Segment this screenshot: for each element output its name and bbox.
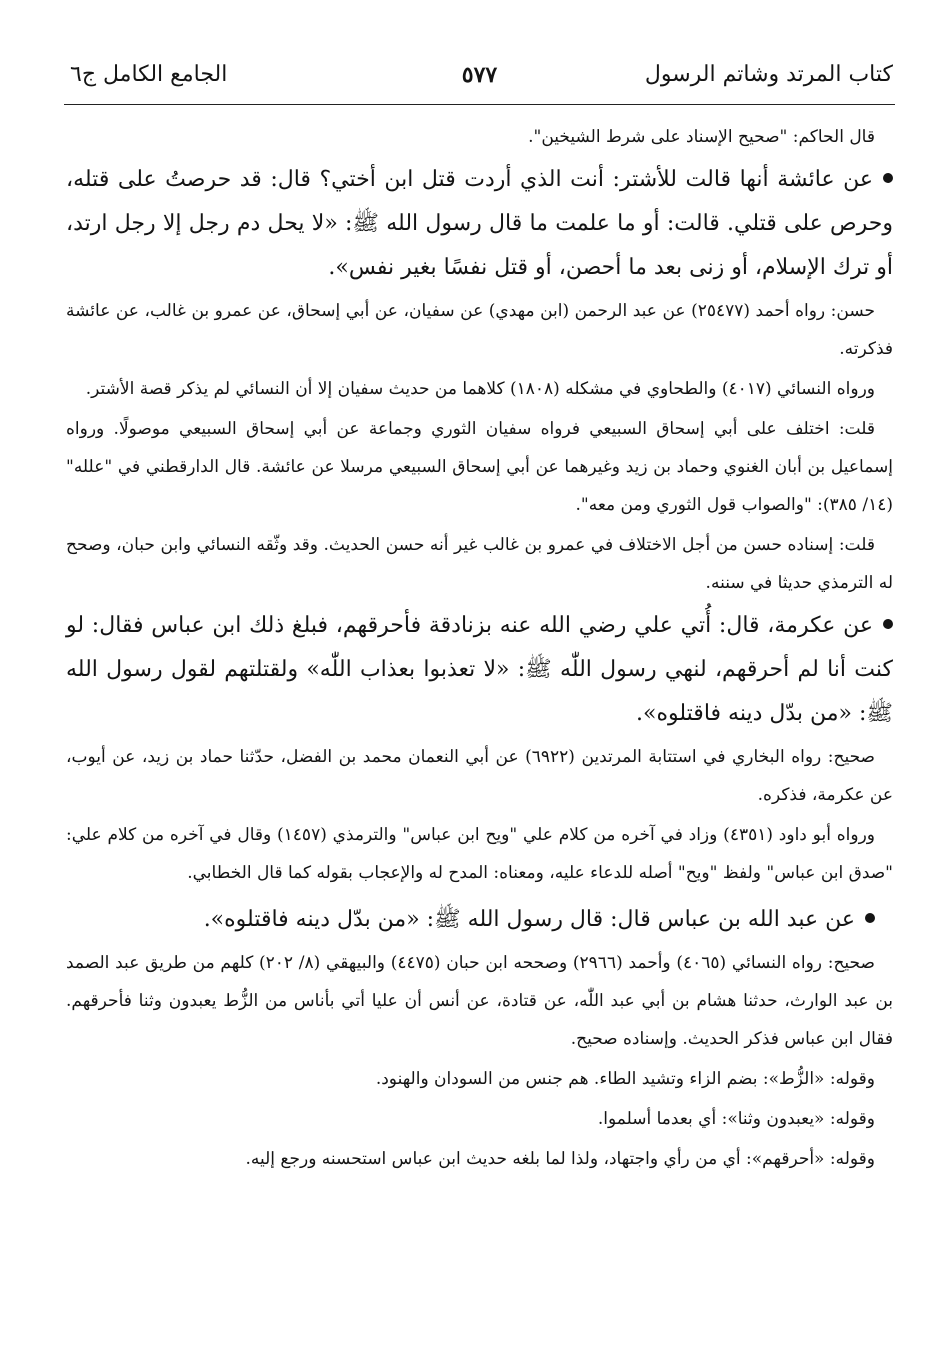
paragraph-text: قلت: إسناده حسن من أجل الاختلاف في عمرو بن غالب غير أنه حسن الحديث. وقد وثّقه النسائي وابن حبان، وصحح له الترمذي حديثا في سننه. (66, 535, 893, 593)
page-body (66, 118, 893, 1180)
paragraph-hakim-note (66, 118, 893, 156)
hadith-text: عن عبد الله بن عباس قال: قال رسول الله ﷺ: «من بدّل دينه فاقتلوه». (203, 907, 855, 932)
paragraph-takhrij-ahmad (66, 292, 893, 368)
paragraph-comment-ikhtilaf (66, 410, 893, 524)
hadith-ibn-abbas (66, 898, 893, 942)
page-number: ٥٧٧ (461, 62, 498, 88)
bullet-icon (883, 173, 893, 183)
hadith-text: عن عائشة أنها قالت للأشتر: أنت الذي أردت قتل ابن أختي؟ قال: قد حرصتُ على قتله، وحرص على قتلي. قالت: أو ما علمت ما قال رسول الله ﷺ: «لا يحل دم رجل إلا رجل ارتد، أو ترك الإسلام، أو زنى بعد ما أحصن، أو قتل نفسًا بغير نفس». (66, 167, 893, 280)
paragraph-text: صحيح: رواه البخاري في استتابة المرتدين (٦٩٢٢) عن أبي النعمان محمد بن الفضل، حدّثنا حماد بن زيد، عن أيوب، عن عكرمة، فذكره. (66, 747, 893, 805)
paragraph-takhrij-nasai-2 (66, 944, 893, 1058)
paragraph-takhrij-bukhari (66, 738, 893, 814)
paragraph-comment-isnad (66, 526, 893, 602)
paragraph-gloss-zutt (66, 1060, 893, 1098)
paragraph-text: ورواه النسائي (٤٠١٧) والطحاوي في مشكله (١٨٠٨) كلاهما من حديث سفيان إلا أن النسائي لم يذكر قصة الأشتر. (85, 379, 875, 399)
paragraph-text: حسن: رواه أحمد (٢٥٤٧٧) عن عبد الرحمن (ابن مهدي) عن سفيان، عن أبي إسحاق، عن عمرو بن غالب، عن عائشة فذكرته. (66, 301, 893, 359)
header-divider (64, 104, 895, 105)
paragraph-gloss-ahraqahum (66, 1140, 893, 1178)
paragraph-gloss-wathan (66, 1100, 893, 1138)
bullet-icon (865, 913, 875, 923)
paragraph-text: وقوله: «الزُّط»: بضم الزاء وتشيد الطاء. هم جنس من السودان والهنود. (375, 1069, 875, 1089)
paragraph-text: قال الحاكم: "صحيح الإسناد على شرط الشيخين". (528, 127, 875, 147)
hadith-ikrima (66, 604, 893, 736)
paragraph-text: قلت: اختلف على أبي إسحاق السبيعي فرواه سفيان الثوري وجماعة عن أبي إسحاق السبيعي موصولًا. ورواه إسماعيل بن أبان الغنوي وحماد بن زيد وغيرهما عن أبي إسحاق السبيعي مرسلا عن عائشة. قال الدارقطني في "علله" (١٤/ ٣٨٥): "والصواب قول الثوري ومن معه". (66, 419, 893, 515)
paragraph-text: ورواه أبو داود (٤٣٥١) وزاد في آخره من كلام علي "ويح ابن عباس" والترمذي (١٤٥٧) وقال في آخره من كلام علي: "صدق ابن عباس" ولفظ "ويح" أصله للدعاء عليه، ومعناه: المدح له والإعجاب بقوله كما قال الخطابي. (66, 825, 893, 883)
hadith-text: عن عكرمة، قال: أُتي علي رضي الله عنه بزنادقة فأحرقهم، فبلغ ذلك ابن عباس فقال: لو كنت أنا لم أحرقهم، لنهي رسول اللّٰه ﷺ: «لا تعذبوا بعذاب اللّٰه» ولقتلتهم لقول رسول الله ﷺ: «من بدّل دينه فاقتلوه». (66, 613, 893, 726)
running-title: الجامع الكامل ج٦ (70, 62, 228, 87)
page-header (64, 58, 895, 98)
hadith-aisha (66, 158, 893, 290)
bullet-icon (883, 619, 893, 629)
book-title: كتاب المرتد وشاتم الرسول (644, 62, 893, 87)
paragraph-text: وقوله: «يعبدون وثنا»: أي بعدما أسلموا. (597, 1109, 875, 1129)
paragraph-takhrij-nasai (66, 370, 893, 408)
paragraph-text: صحيح: رواه النسائي (٤٠٦٥) وأحمد (٢٩٦٦) وصححه ابن حبان (٤٤٧٥) والبيهقي (٨/ ٢٠٢) كلهم من طريق عبد الصمد بن عبد الوارث، حدثنا هشام بن أبي عبد اللّٰه، عن قتادة، عن أنس أن عليا أتي بأناس من الزُّط يعبدون وثنا فأحرقهم. فقال ابن عباس فذكر الحديث. وإسناده صحيح. (66, 953, 893, 1049)
paragraph-text: وقوله: «أحرقهم»: أي من رأي واجتهاد، ولذا لما بلغه حديث ابن عباس استحسنه ورجع إليه. (245, 1149, 875, 1169)
paragraph-takhrij-abu-dawud (66, 816, 893, 892)
